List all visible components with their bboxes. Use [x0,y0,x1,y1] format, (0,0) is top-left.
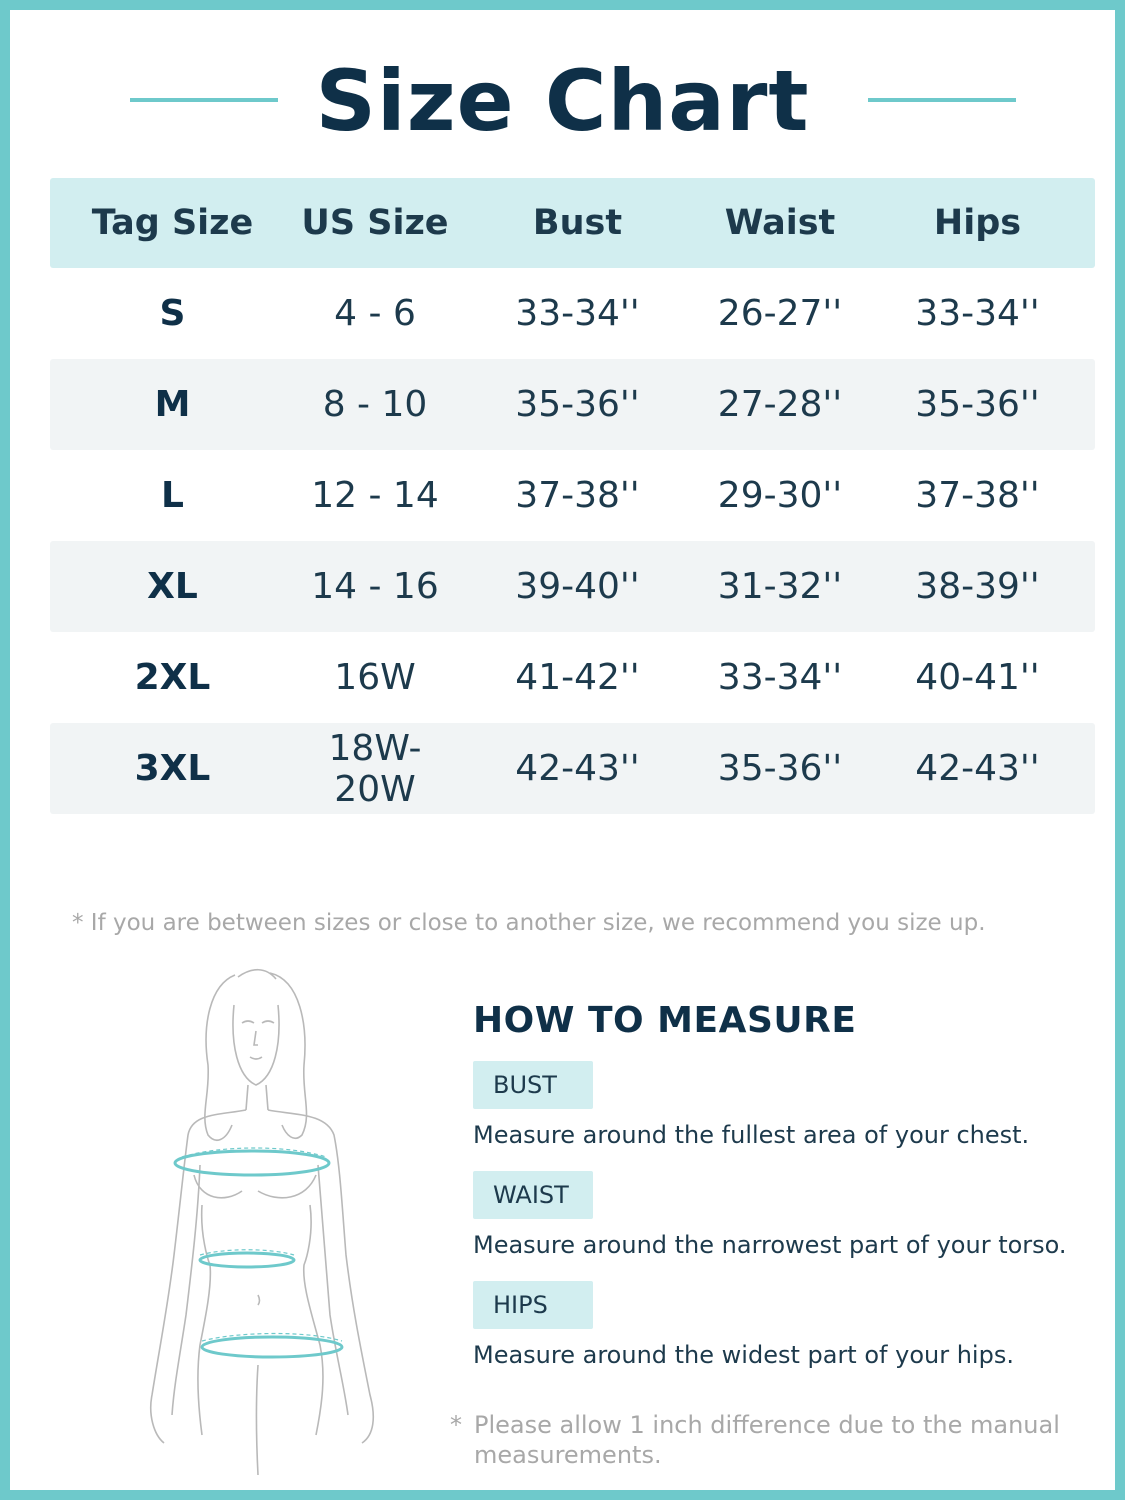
tag-size-cell: 3XL [134,748,211,789]
page-title: Size Chart [315,52,810,150]
hips-description: Measure around the widest part of your hips. [473,1341,1014,1369]
waist-cell: 27-28'' [717,384,843,425]
header-hips: Hips [933,203,1022,243]
tag-size-cell: S [159,293,186,334]
footnote-text: Please allow 1 inch difference due to the manual measurements. [474,1411,1060,1469]
waist-cell: 31-32'' [717,566,843,607]
hips-cell: 35-36'' [915,384,1040,425]
how-to-measure-section [473,1000,1113,1391]
header-waist: Waist [724,203,836,243]
tag-size-cell: 2XL [134,657,211,698]
hips-badge: HIPS [473,1281,593,1329]
measurement-footnote [450,1410,1110,1470]
us-size-cell: 14 - 16 [311,566,439,607]
waist-cell: 29-30'' [717,475,843,516]
title-divider-right [868,98,1016,102]
table-header-row [50,178,1095,268]
table-row [50,359,1095,450]
title-area [10,46,1115,156]
bust-cell: 33-34'' [515,293,640,334]
size-table [50,178,1095,814]
woman-body-outline-icon [130,965,420,1485]
waist-cell: 26-27'' [717,293,843,334]
us-size-cell: 8 - 10 [322,384,428,425]
hips-cell: 38-39'' [915,566,1040,607]
tag-size-cell: M [154,384,191,425]
header-tag-size: Tag Size [91,203,254,243]
us-size-cell: 4 - 6 [334,293,416,334]
table-row [50,723,1095,814]
us-size-cell: 18W-20W [328,727,422,810]
footnote-asterisk: * [450,1411,462,1439]
hips-cell: 42-43'' [915,748,1040,789]
table-row [50,450,1095,541]
us-size-cell: 16W [334,657,416,698]
table-row [50,541,1095,632]
waist-badge: WAIST [473,1171,593,1219]
waist-cell: 33-34'' [717,657,843,698]
size-up-note: * If you are between sizes or close to another size, we recommend you size up. [72,910,986,936]
us-size-cell: 12 - 14 [311,475,439,516]
bust-cell: 41-42'' [515,657,640,698]
header-bust: Bust [532,203,623,243]
hips-cell: 40-41'' [915,657,1040,698]
table-row [50,632,1095,723]
bust-cell: 35-36'' [515,384,640,425]
tag-size-cell: L [161,475,184,516]
waist-cell: 35-36'' [717,748,843,789]
bust-description: Measure around the fullest area of your chest. [473,1121,1030,1149]
table-row [50,268,1095,359]
header-us-size: US Size [301,203,449,243]
bust-cell: 37-38'' [515,475,640,516]
tag-size-cell: XL [147,566,198,607]
bust-cell: 39-40'' [515,566,640,607]
waist-description: Measure around the narrowest part of your torso. [473,1231,1067,1259]
hips-cell: 37-38'' [915,475,1040,516]
hips-cell: 33-34'' [915,293,1040,334]
bust-cell: 42-43'' [515,748,640,789]
bust-badge: BUST [473,1061,593,1109]
how-to-measure-title: HOW TO MEASURE [473,1000,857,1041]
